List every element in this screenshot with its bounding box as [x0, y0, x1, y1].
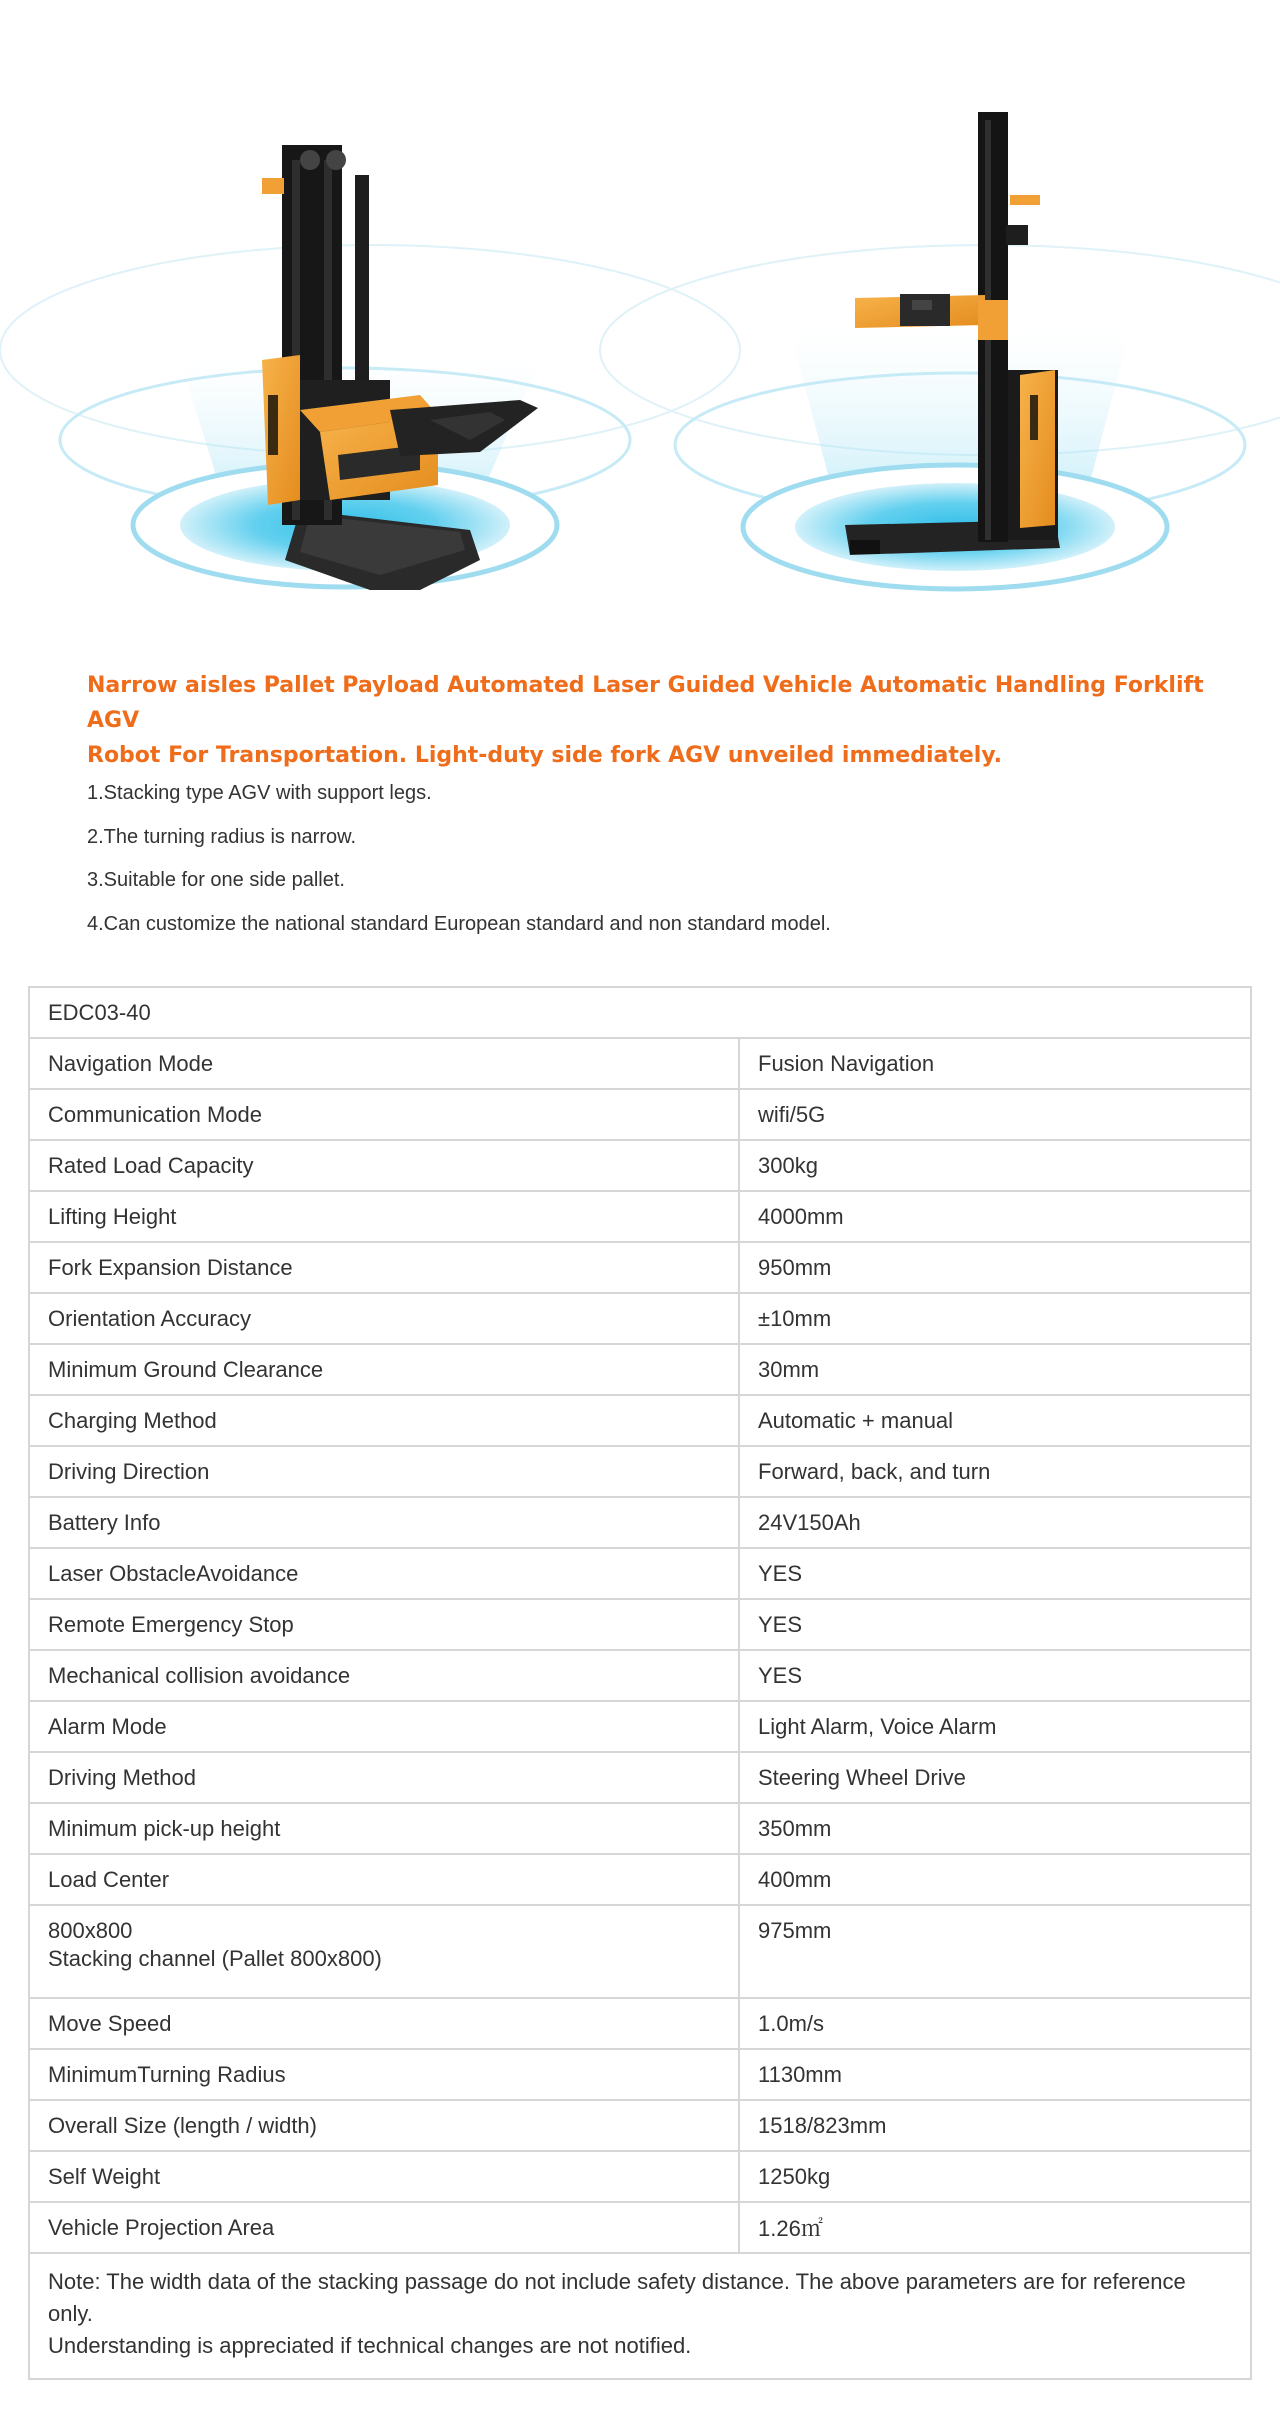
table-row: [29, 1854, 1251, 1905]
spec-value: 350mm: [739, 1803, 1251, 1854]
spec-value: 1.0m/s: [739, 1998, 1251, 2049]
table-row: [29, 1140, 1251, 1191]
spec-value: 950mm: [739, 1242, 1251, 1293]
table-row: [29, 1599, 1251, 1650]
spec-label: MinimumTurning Radius: [29, 2049, 739, 2100]
spec-value: YES: [739, 1548, 1251, 1599]
product-headline: [87, 668, 1207, 773]
spec-value: YES: [739, 1599, 1251, 1650]
table-row: [29, 1446, 1251, 1497]
spec-label-line-2: Stacking channel (Pallet 800x800): [48, 1946, 382, 1971]
table-row: [29, 2151, 1251, 2202]
spec-label: Mechanical collision avoidance: [29, 1650, 739, 1701]
spec-value: 1130mm: [739, 2049, 1251, 2100]
table-row-stacking-channel: [29, 1905, 1251, 1998]
spec-label: Alarm Mode: [29, 1701, 739, 1752]
product-hero-images: [0, 0, 1280, 620]
table-row-note: [29, 2253, 1251, 2379]
spec-label: Overall Size (length / width): [29, 2100, 739, 2151]
table-row: [29, 1242, 1251, 1293]
spec-value: 975mm: [739, 1905, 1251, 1998]
spec-value: Automatic + manual: [739, 1395, 1251, 1446]
spec-value: 1250kg: [739, 2151, 1251, 2202]
spec-label: Remote Emergency Stop: [29, 1599, 739, 1650]
table-row: [29, 1998, 1251, 2049]
headline-line-1: Narrow aisles Pallet Payload Automated Laser Guided Vehicle Automatic Handling Forklift AGV: [87, 673, 1204, 733]
table-row: [29, 1344, 1251, 1395]
table-row: [29, 1038, 1251, 1089]
spec-value: YES: [739, 1650, 1251, 1701]
agv-image-stacking-view: [0, 145, 740, 590]
specification-table: [28, 986, 1252, 2380]
spec-label: Minimum Ground Clearance: [29, 1344, 739, 1395]
table-row: [29, 1497, 1251, 1548]
spec-value: Fusion Navigation: [739, 1038, 1251, 1089]
spec-label: Fork Expansion Distance: [29, 1242, 739, 1293]
spec-label: [29, 1905, 739, 1998]
spec-label: Load Center: [29, 1854, 739, 1905]
feature-list: [87, 776, 1187, 950]
agv-image-side-fork-view: [600, 112, 1280, 589]
feature-item: 3.Suitable for one side pallet.: [87, 869, 345, 891]
table-row: [29, 1701, 1251, 1752]
table-row: [29, 1752, 1251, 1803]
spec-label: Move Speed: [29, 1998, 739, 2049]
spec-value: 24V150Ah: [739, 1497, 1251, 1548]
feature-item: 1.Stacking type AGV with support legs.: [87, 782, 432, 804]
spec-label: Driving Direction: [29, 1446, 739, 1497]
table-row: [29, 1089, 1251, 1140]
spec-value: Forward, back, and turn: [739, 1446, 1251, 1497]
note-line-1: Note: The width data of the stacking passage do not include safety distance. The above parameters are for reference only.: [48, 2269, 1186, 2326]
headline-line-2: Robot For Transportation. Light-duty side fork AGV unveiled immediately.: [87, 743, 1003, 768]
table-row: [29, 1650, 1251, 1701]
spec-value: 300kg: [739, 1140, 1251, 1191]
note-cell: [29, 2253, 1251, 2379]
table-row: [29, 1548, 1251, 1599]
spec-label: Driving Method: [29, 1752, 739, 1803]
spec-label: Rated Load Capacity: [29, 1140, 739, 1191]
spec-value: 4000mm: [739, 1191, 1251, 1242]
table-row: [29, 2202, 1251, 2253]
feature-item: 4.Can customize the national standard European standard and non standard model.: [87, 912, 831, 935]
spec-value: Steering Wheel Drive: [739, 1752, 1251, 1803]
spec-label: Navigation Mode: [29, 1038, 739, 1089]
table-row: [29, 1803, 1251, 1854]
spec-value: ±10mm: [739, 1293, 1251, 1344]
spec-label-line-1: 800x800: [48, 1918, 133, 1943]
spec-value: Light Alarm, Voice Alarm: [739, 1701, 1251, 1752]
table-row-model: [29, 987, 1251, 1038]
spec-label: Laser ObstacleAvoidance: [29, 1548, 739, 1599]
spec-value: 30mm: [739, 1344, 1251, 1395]
model-cell: EDC03-40: [29, 987, 1251, 1038]
table-row: [29, 2100, 1251, 2151]
spec-label: Minimum pick-up height: [29, 1803, 739, 1854]
spec-value: 400mm: [739, 1854, 1251, 1905]
spec-value: 1.26㎡: [739, 2202, 1251, 2253]
table-row: [29, 1395, 1251, 1446]
spec-label: Orientation Accuracy: [29, 1293, 739, 1344]
spec-label: Vehicle Projection Area: [29, 2202, 739, 2253]
table-row: [29, 1293, 1251, 1344]
spec-value: 1518/823mm: [739, 2100, 1251, 2151]
spec-label: Battery Info: [29, 1497, 739, 1548]
table-row: [29, 1191, 1251, 1242]
spec-label: Self Weight: [29, 2151, 739, 2202]
spec-label: Charging Method: [29, 1395, 739, 1446]
table-row: [29, 2049, 1251, 2100]
spec-label: Lifting Height: [29, 1191, 739, 1242]
note-line-2: Understanding is appreciated if technical changes are not notified.: [48, 2333, 692, 2358]
feature-item: 2.The turning radius is narrow.: [87, 825, 357, 848]
spec-label: Communication Mode: [29, 1089, 739, 1140]
spec-value: wifi/5G: [739, 1089, 1251, 1140]
